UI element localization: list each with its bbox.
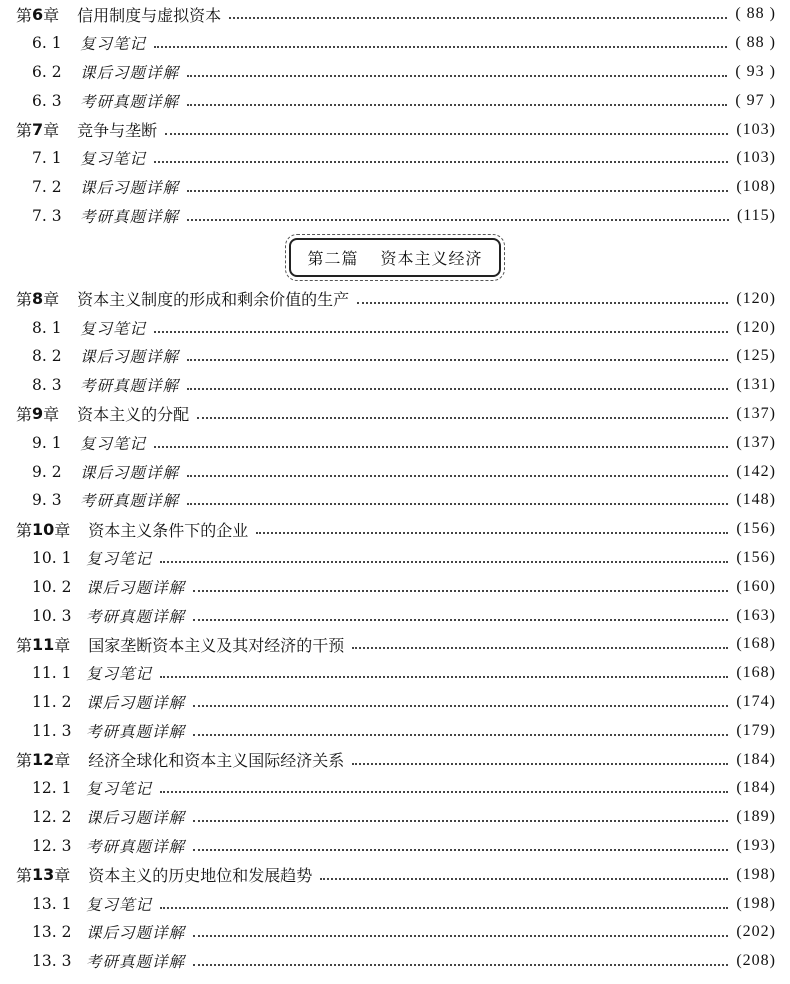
page-number: (198) [736,894,776,912]
dot-leader [187,475,728,477]
chapter-title: 信用制度与虚拟资本 [77,5,222,25]
section-title: 考研真题详解 [86,607,186,626]
toc-section-row[interactable] [0,486,790,515]
chapter-title: 资本主义条件下的企业 [88,520,249,540]
page-number: (103) [736,120,776,138]
dot-leader [320,878,728,880]
section-title: 课后习题详解 [80,63,180,82]
dot-leader [193,734,728,736]
section-number: 11. 1 [32,664,72,683]
section-number: 11. 3 [32,721,72,740]
part-label: 第二篇 [307,248,359,268]
section-number: 6. 3 [32,91,62,110]
section-title: 复习笔记 [80,150,147,169]
dot-leader [193,935,728,937]
page-number: (131) [736,376,776,394]
page-number: (168) [736,664,776,682]
toc-section-row[interactable] [0,86,790,115]
toc-section-row[interactable] [0,428,790,457]
toc-chapter-row[interactable] [0,745,790,774]
toc-section-row[interactable] [0,688,790,717]
chapter-suffix: 章 [43,290,60,310]
section-number: 13. 3 [32,952,72,971]
chapter-number: 12 [32,750,55,770]
section-title: 课后习题详解 [80,348,180,367]
section-number: 6. 2 [32,62,62,81]
toc-section-row[interactable] [0,601,790,630]
toc-section-row[interactable] [0,832,790,861]
page-number: (163) [736,606,776,624]
page-number: ( 88 ) [735,34,776,52]
page-number: (156) [736,548,776,566]
section-title: 课后习题详解 [86,924,186,943]
page-number: (103) [736,149,776,167]
chapter-number: 7 [32,120,44,140]
dot-leader [187,104,727,106]
page-number: (108) [736,178,776,196]
dot-leader [187,75,727,77]
toc-section-row[interactable] [0,544,790,573]
dot-leader [193,705,728,707]
chapter-title: 资本主义制度的形成和剩余价值的生产 [77,290,350,310]
toc-section-row[interactable] [0,144,790,173]
toc-chapter-row[interactable] [0,515,790,544]
toc-section-row[interactable] [0,918,790,947]
chapter-prefix: 第 [16,520,33,540]
toc-section-row[interactable] [0,342,790,371]
chapter-suffix: 章 [43,405,60,425]
section-number: 10. 2 [32,577,72,596]
section-title: 课后习题详解 [86,693,186,712]
toc-section-row[interactable] [0,313,790,342]
page-number: (137) [736,433,776,451]
section-title: 课后习题详解 [86,809,186,828]
toc-chapter-row[interactable] [0,0,790,29]
part-title: 资本主义经济 [380,248,483,268]
section-title: 考研真题详解 [86,837,186,856]
page-number: (142) [736,462,776,480]
toc-section-row[interactable] [0,173,790,202]
page-number: (148) [736,491,776,509]
dot-leader [193,964,728,966]
chapter-suffix: 章 [54,635,71,655]
chapter-prefix: 第 [16,635,33,655]
page-number: (184) [736,750,776,768]
section-title: 复习笔记 [86,549,153,568]
dot-leader [193,590,728,592]
section-number: 12. 3 [32,836,72,855]
page-number: (120) [736,318,776,336]
dot-leader [193,820,728,822]
chapter-number: 8 [32,289,44,309]
section-title: 复习笔记 [86,780,153,799]
toc-section-row[interactable] [0,716,790,745]
page-number: (137) [736,404,776,422]
toc-chapter-row[interactable] [0,860,790,889]
section-title: 复习笔记 [86,665,153,684]
chapter-number: 13 [32,865,55,885]
dot-leader [187,190,728,192]
chapter-prefix: 第 [16,866,33,886]
toc-section-row[interactable] [0,58,790,87]
dot-leader [160,791,728,793]
dot-leader [154,46,727,48]
section-title: 课后习题详解 [86,578,186,597]
toc-section-row[interactable] [0,572,790,601]
section-title: 复习笔记 [80,319,147,338]
toc-chapter-row[interactable] [0,115,790,144]
section-number: 13. 1 [32,894,72,913]
section-title: 考研真题详解 [80,492,180,511]
section-title: 考研真题详解 [80,92,180,111]
dot-leader [187,359,728,361]
toc-section-row[interactable] [0,371,790,400]
section-number: 11. 2 [32,692,72,711]
dot-leader [160,561,728,563]
section-number: 8. 2 [32,347,62,366]
toc-section-row[interactable] [0,803,790,832]
part-heading-box [289,238,500,277]
dot-leader [357,302,728,304]
chapter-title: 资本主义的分配 [77,405,190,425]
section-title: 考研真题详解 [80,207,180,226]
page-number: (160) [736,577,776,595]
toc-section-row[interactable] [0,457,790,486]
page-number: (179) [736,721,776,739]
section-title: 考研真题详解 [80,377,180,396]
chapter-prefix: 第 [16,405,33,425]
chapter-title: 资本主义的历史地位和发展趋势 [88,866,313,886]
page-number: ( 97 ) [735,91,776,109]
section-number: 9. 3 [32,491,62,510]
chapter-prefix: 第 [16,121,33,141]
toc-chapter-row[interactable] [0,284,790,313]
toc-chapter-row[interactable] [0,400,790,429]
page-number: (189) [736,808,776,826]
toc-chapter-row[interactable] [0,630,790,659]
section-number: 9. 1 [32,433,62,452]
page-number: (125) [736,347,776,365]
section-title: 课后习题详解 [80,179,180,198]
section-number: 8. 1 [32,318,62,337]
dot-leader [193,849,728,851]
section-title: 课后习题详解 [80,463,180,482]
dot-leader [193,619,728,621]
chapter-title: 经济全球化和资本主义国际经济关系 [88,751,345,771]
section-number: 9. 2 [32,462,62,481]
section-number: 12. 1 [32,779,72,798]
section-number: 12. 2 [32,808,72,827]
page-number: ( 88 ) [735,5,776,23]
section-number: 7. 3 [32,206,62,225]
chapter-title: 国家垄断资本主义及其对经济的干预 [88,635,345,655]
page-number: ( 93 ) [735,62,776,80]
toc-section-row[interactable] [0,774,790,803]
dot-leader [160,676,728,678]
toc-section-row[interactable] [0,947,790,976]
page-number: (120) [736,289,776,307]
section-number: 7. 2 [32,178,62,197]
section-title: 考研真题详解 [86,953,186,972]
dot-leader [256,532,728,534]
toc-section-row[interactable] [0,202,790,231]
dot-leader [197,417,728,419]
toc-section-row[interactable] [0,889,790,918]
page-number: (156) [736,520,776,538]
chapter-suffix: 章 [54,866,71,886]
dot-leader [154,331,728,333]
dot-leader [165,133,728,135]
chapter-suffix: 章 [43,5,60,25]
dot-leader [154,446,728,448]
part-heading [0,230,790,284]
dot-leader [187,388,728,390]
chapter-number: 11 [32,634,55,654]
chapter-number: 9 [32,404,44,424]
chapter-prefix: 第 [16,5,33,25]
page-number: (184) [736,779,776,797]
section-number: 8. 3 [32,376,62,395]
page-number: (115) [736,206,776,224]
section-number: 10. 3 [32,606,72,625]
chapter-title: 竞争与垄断 [77,121,158,141]
chapter-prefix: 第 [16,751,33,771]
page-number: (208) [736,952,776,970]
page-number: (193) [736,836,776,854]
section-title: 复习笔记 [80,35,147,54]
section-title: 考研真题详解 [86,722,186,741]
dot-leader [352,647,728,649]
chapter-suffix: 章 [43,121,60,141]
chapter-suffix: 章 [54,520,71,540]
dot-leader [229,17,727,19]
dot-leader [187,503,728,505]
dot-leader [154,161,728,163]
chapter-number: 10 [32,519,55,539]
section-title: 复习笔记 [86,895,153,914]
toc-section-row[interactable] [0,659,790,688]
page-number: (174) [736,692,776,710]
page-number: (202) [736,923,776,941]
dot-leader [352,763,728,765]
section-title: 复习笔记 [80,434,147,453]
chapter-number: 6 [32,4,44,24]
section-number: 7. 1 [32,149,62,168]
section-number: 6. 1 [32,34,62,53]
section-number: 13. 2 [32,923,72,942]
dot-leader [187,219,729,221]
page-number: (198) [736,865,776,883]
chapter-prefix: 第 [16,290,33,310]
toc-section-row[interactable] [0,29,790,58]
dot-leader [160,907,728,909]
page-number: (168) [736,635,776,653]
chapter-suffix: 章 [54,751,71,771]
section-number: 10. 1 [32,548,72,567]
